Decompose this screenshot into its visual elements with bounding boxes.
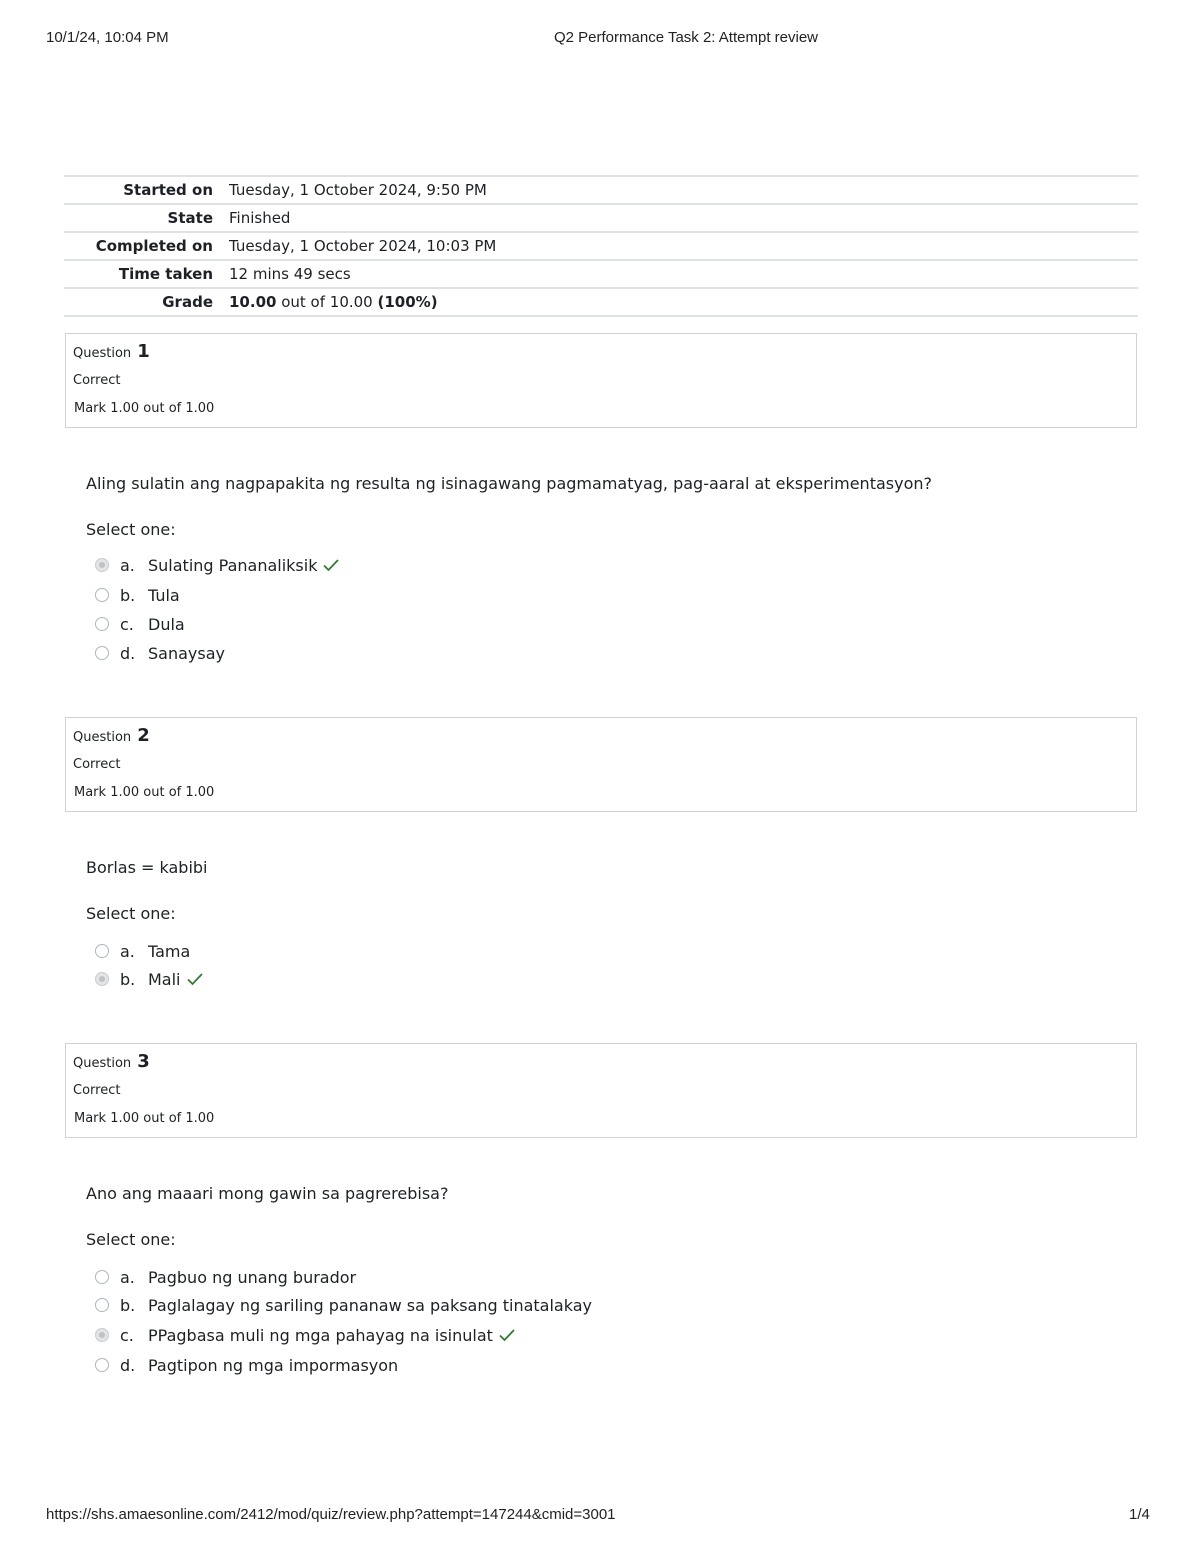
summary-row-state xyxy=(64,204,1138,232)
print-url: https://shs.amaesonline.com/2412/mod/quiz/review.php?attempt=147244&cmid=3001 xyxy=(46,1506,616,1523)
question-number: 1 xyxy=(137,341,150,362)
q1-option-c[interactable] xyxy=(95,613,185,635)
option-letter: a. xyxy=(120,941,135,961)
option-text: Mali xyxy=(148,969,181,989)
correct-check-icon xyxy=(499,1328,515,1342)
radio-button[interactable] xyxy=(95,1270,109,1284)
question-2-text: Borlas = kabibi xyxy=(86,858,208,877)
grade-percent: (100%) xyxy=(377,293,438,311)
summary-row-completed xyxy=(64,232,1138,260)
q1-option-d[interactable] xyxy=(95,642,225,664)
completed-value: Tuesday, 1 October 2024, 10:03 PM xyxy=(221,232,1138,260)
question-1-number xyxy=(73,341,150,362)
option-letter: c. xyxy=(120,614,134,634)
question-1-state: Correct xyxy=(73,373,121,388)
grade-value: 10.00 xyxy=(229,293,277,311)
question-2-state: Correct xyxy=(73,757,121,772)
radio-button[interactable] xyxy=(95,1298,109,1312)
grade-value-cell xyxy=(221,288,1138,316)
q3-option-a[interactable] xyxy=(95,1266,356,1288)
option-letter: d. xyxy=(120,643,136,663)
option-letter: b. xyxy=(120,969,136,989)
q1-option-a[interactable] xyxy=(95,554,339,576)
option-text: PPagbasa muli ng mga pahayag na isinulat xyxy=(148,1325,493,1345)
q2-option-a[interactable] xyxy=(95,940,190,962)
option-text: Paglalagay ng sariling pananaw sa paksang tinatalakay xyxy=(148,1295,592,1315)
question-3-state: Correct xyxy=(73,1083,121,1098)
question-3-text: Ano ang maaari mong gawin sa pagrerebisa? xyxy=(86,1184,449,1203)
question-word: Question xyxy=(73,730,132,745)
question-3-number xyxy=(73,1051,150,1072)
option-text: Pagtipon ng mga impormasyon xyxy=(148,1355,399,1375)
question-1-info xyxy=(65,333,1137,428)
started-value: Tuesday, 1 October 2024, 9:50 PM xyxy=(221,176,1138,204)
correct-check-icon xyxy=(187,972,203,986)
option-text: Tula xyxy=(148,585,180,605)
option-letter: d. xyxy=(120,1355,136,1375)
option-text: Dula xyxy=(148,614,185,634)
state-label: State xyxy=(64,204,221,232)
option-letter: a. xyxy=(120,555,135,575)
summary-row-started xyxy=(64,176,1138,204)
attempt-summary-table xyxy=(64,175,1138,317)
question-3-select-one: Select one: xyxy=(86,1230,176,1249)
question-word: Question xyxy=(73,1056,132,1071)
q2-option-b[interactable] xyxy=(95,968,203,990)
question-3-info xyxy=(65,1043,1137,1138)
question-1-select-one: Select one: xyxy=(86,520,176,539)
summary-row-grade xyxy=(64,288,1138,316)
option-letter: b. xyxy=(120,1295,136,1315)
radio-button[interactable] xyxy=(95,617,109,631)
question-number: 2 xyxy=(137,725,150,746)
option-text: Sanaysay xyxy=(148,643,225,663)
state-value: Finished xyxy=(221,204,1138,232)
radio-button[interactable] xyxy=(95,1358,109,1372)
question-2-select-one: Select one: xyxy=(86,904,176,923)
print-page-title: Q2 Performance Task 2: Attempt review xyxy=(554,29,819,46)
time-taken-label: Time taken xyxy=(64,260,221,288)
question-word: Question xyxy=(73,346,132,361)
radio-button[interactable] xyxy=(95,972,109,986)
option-text: Sulating Pananaliksik xyxy=(148,555,318,575)
radio-button[interactable] xyxy=(95,558,109,572)
print-datetime: 10/1/24, 10:04 PM xyxy=(46,29,169,46)
grade-label: Grade xyxy=(64,288,221,316)
option-text: Pagbuo ng unang burador xyxy=(148,1267,357,1287)
question-1-mark: Mark 1.00 out of 1.00 xyxy=(74,401,215,416)
completed-label: Completed on xyxy=(64,232,221,260)
question-2-mark: Mark 1.00 out of 1.00 xyxy=(74,785,215,800)
radio-button[interactable] xyxy=(95,944,109,958)
radio-button[interactable] xyxy=(95,1328,109,1342)
option-letter: a. xyxy=(120,1267,135,1287)
radio-button[interactable] xyxy=(95,646,109,660)
print-page-number: 1/4 xyxy=(1129,1506,1150,1523)
q3-option-c[interactable] xyxy=(95,1324,515,1346)
option-text: Tama xyxy=(148,941,191,961)
question-1-text: Aling sulatin ang nagpapakita ng resulta ng isinagawang pagmamatyag, pag-aaral at eksperimentasyon? xyxy=(86,474,932,493)
question-3-mark: Mark 1.00 out of 1.00 xyxy=(74,1111,215,1126)
grade-out-of: out of 10.00 xyxy=(276,293,378,311)
correct-check-icon xyxy=(323,558,339,572)
question-2-info xyxy=(65,717,1137,812)
time-taken-value: 12 mins 49 secs xyxy=(221,260,1138,288)
radio-button[interactable] xyxy=(95,588,109,602)
question-number: 3 xyxy=(137,1051,150,1072)
q3-option-b[interactable] xyxy=(95,1294,592,1316)
summary-row-time xyxy=(64,260,1138,288)
option-letter: c. xyxy=(120,1325,134,1345)
option-letter: b. xyxy=(120,585,136,605)
q1-option-b[interactable] xyxy=(95,584,180,606)
started-label: Started on xyxy=(64,176,221,204)
q3-option-d[interactable] xyxy=(95,1354,398,1376)
question-2-number xyxy=(73,725,150,746)
